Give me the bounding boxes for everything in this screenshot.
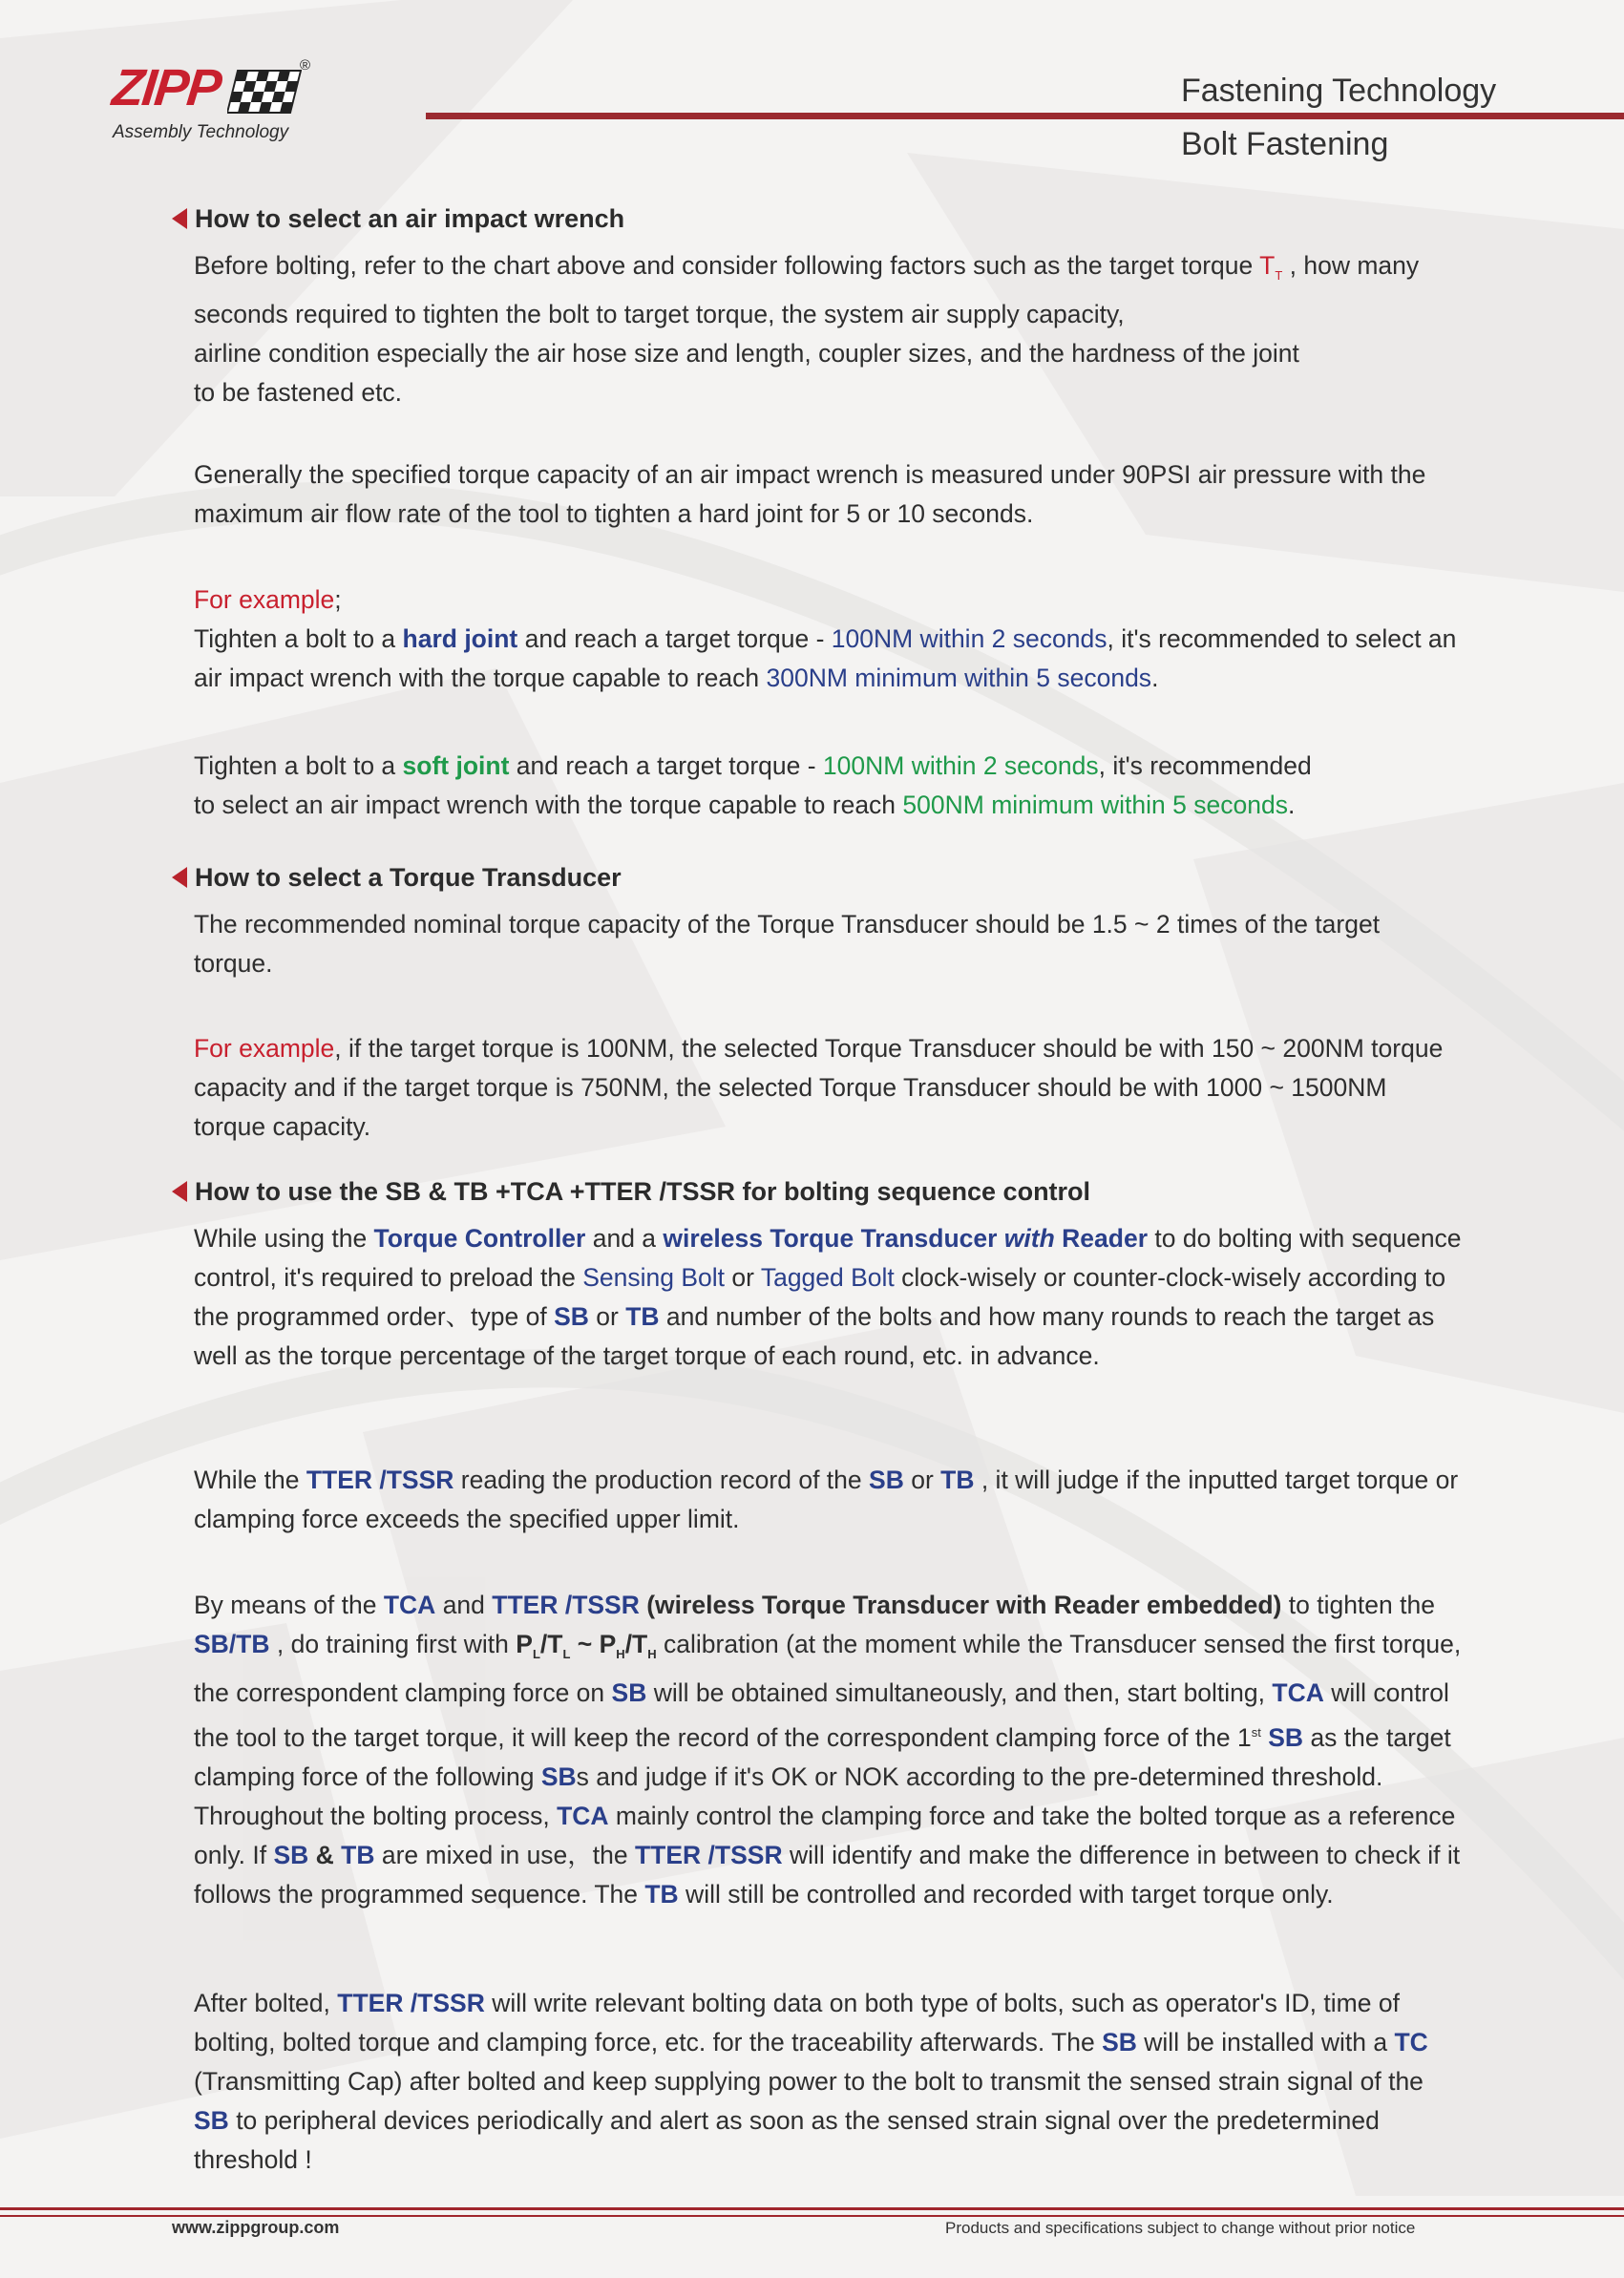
registered-mark: ® — [300, 57, 311, 74]
logo-subtitle: Assembly Technology — [113, 122, 289, 142]
paragraph: For example; Tighten a bolt to a hard joint and reach a target torque - 100NM within 2 seconds, it's recommended to select an air impact wrench with the torque capable to reach 300NM minimum within 5 seconds. — [194, 585, 1457, 692]
footer-url[interactable]: www.zippgroup.com — [172, 2218, 340, 2237]
section-heading-air-impact: How to select an air impact wrench — [172, 204, 624, 234]
triangle-bullet-icon — [172, 208, 187, 229]
footer-rule — [0, 2207, 1624, 2210]
paragraph: Generally the specified torque capacity of an air impact wrench is measured under 90PSI air pressure with the maximum air flow rate of the tool to tighten a hard joint for 5 or 10 seconds. — [194, 460, 1426, 528]
paragraph: For example, if the target torque is 100NM, the selected Torque Transducer should be with 150 ~ 200NM torque capacity and if the target torque is 750NM, the selected Torque Transducer should be with 1000 ~ 1500NM torque capacity. — [194, 1034, 1444, 1141]
paragraph: By means of the TCA and TTER /TSSR (wireless Torque Transducer with Reader embedded) to tighten the SB/TB , do training first with $P_L/T_L$ ~ $P_H/T_H$ calibration (at the moment while the Transducer sensed the first torque, the correspondent clamping force on SB will be obtained simultaneously, and then, start bolting, TCA will control the tool to the target torque, it will keep the record of the correspondent clamping force of the 1st SB as the target clamping force of the following SBs and judge if it's OK or NOK according to the pre-determined threshold. Throughout the bolting process, TCA mainly control the clamping force and take the bolted torque as a reference only. If SB & TB are mixed in use，the TTER /TSSR will identify and make the difference in between to check if it follows the programmed sequence. The TB will still be controlled and recorded with target torque only. — [194, 1591, 1462, 1909]
paragraph: Before bolting, refer to the chart above and consider following factors such as the target torque $T_T$ , how many seconds required to tighten the bolt to target torque, the system air supply capacity, airline condition especially the air hose size and length, coupler sizes, and the hardness of the joint to be fastened etc. — [194, 251, 1420, 407]
header-subtitle: Bolt Fastening — [1181, 126, 1389, 162]
triangle-bullet-icon — [172, 1181, 187, 1202]
paragraph: Tighten a bolt to a soft joint and reach a target torque - 100NM within 2 seconds, it's recommended to select an air impact wrench with the torque capable to reach 500NM minimum within 5 seconds. — [194, 751, 1312, 819]
header-title: Fastening Technology — [1181, 73, 1497, 109]
footer-rule — [0, 2215, 1624, 2217]
checkered-flag-icon — [227, 67, 302, 116]
paragraph: The recommended nominal torque capacity of the Torque Transducer should be 1.5 ~ 2 times of the target torque. — [194, 910, 1381, 978]
logo-wordmark: ZIPP — [109, 59, 223, 116]
triangle-bullet-icon — [172, 867, 187, 888]
paragraph: While using the Torque Controller and a wireless Torque Transducer with Reader to do bolting with sequence control, it's required to preload the Sensing Bolt or Tagged Bolt clock-wisely or counter-clock-wisely according to the programmed order、type of SB or TB and number of the bolts and how many rounds to reach the target as well as the torque percentage of the target torque of each round, etc. in advance. — [194, 1224, 1462, 1370]
paragraph: While the TTER /TSSR reading the production record of the SB or TB , it will judge if the inputted target torque or clamping force exceeds the specified upper limit. — [194, 1466, 1459, 1533]
header-rule — [426, 113, 1624, 119]
paragraph: After bolted, TTER /TSSR will write relevant bolting data on both type of bolts, such as operator's ID, time of bolting, bolted torque and clamping force, etc. for the traceability afterwards. The SB will be installed with a TC (Transmitting Cap) after bolted and keep supplying power to the bolt to transmit the sensed strain signal of the SB to peripheral devices periodically and alert as soon as the sensed strain signal over the predetermined threshold ! — [194, 1989, 1428, 2174]
footer-notice: Products and specifications subject to change without prior notice — [945, 2219, 1416, 2237]
section-heading-sequence-control: How to use the SB & TB +TCA +TTER /TSSR for bolting sequence control — [172, 1177, 1090, 1207]
zipp-logo — [109, 57, 318, 149]
section-heading-torque-transducer: How to select a Torque Transducer — [172, 863, 622, 893]
